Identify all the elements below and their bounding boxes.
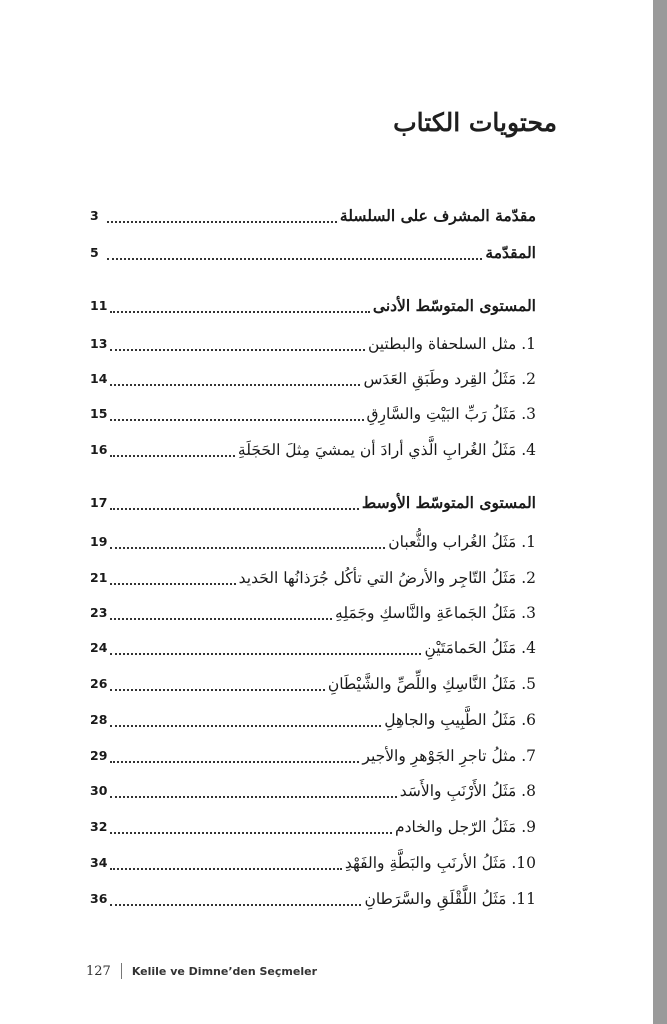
toc-entry[interactable] bbox=[90, 633, 536, 663]
page-footer bbox=[86, 962, 317, 980]
toc-leader-dots bbox=[110, 904, 361, 906]
toc-entry[interactable] bbox=[90, 364, 536, 394]
footer-book-title: Kelile ve Dimne’den Seçmeler bbox=[131, 964, 317, 978]
footer-page-number: 127 bbox=[86, 963, 111, 979]
toc-entry-label: 4. مَثَلُ الحَمامَتَيْنِ bbox=[424, 639, 536, 657]
toc-entry-page: 26 bbox=[90, 676, 108, 691]
toc-entry-page: 13 bbox=[90, 336, 108, 351]
toc-leader-dots bbox=[110, 868, 341, 870]
toc-entry-label: 11. مَثَلُ اللَّقْلَقِ والسَّرَطانِ bbox=[364, 890, 536, 908]
toc-section-header[interactable] bbox=[90, 488, 536, 518]
toc-leader-dots bbox=[110, 547, 385, 549]
toc-leader-dots bbox=[110, 311, 370, 313]
toc-entry-label: المستوى المتوسّط الأدنى bbox=[372, 296, 536, 315]
toc-entry-label: 1. مَثَلُ الغُراب والثُّعبان bbox=[388, 533, 536, 551]
toc-entry[interactable] bbox=[90, 598, 536, 628]
toc-entry-label: المقدّمة bbox=[485, 243, 536, 262]
toc-entry[interactable] bbox=[90, 563, 536, 593]
toc-entry[interactable] bbox=[90, 884, 536, 914]
toc-entry[interactable] bbox=[90, 741, 536, 771]
toc-entry-page: 32 bbox=[90, 819, 108, 834]
toc-entry-page: 30 bbox=[90, 783, 108, 798]
toc-entry-page: 3 bbox=[90, 208, 99, 223]
toc-entry-label: المستوى المتوسّط الأوسط bbox=[361, 493, 536, 512]
toc-leader-dots bbox=[107, 221, 337, 223]
toc-entry-page: 14 bbox=[90, 371, 108, 386]
toc-entry-page: 17 bbox=[90, 495, 108, 510]
toc-entry[interactable] bbox=[90, 238, 536, 268]
toc-entry[interactable] bbox=[90, 669, 536, 699]
toc-entry-page: 16 bbox=[90, 442, 108, 457]
toc-entry-page: 21 bbox=[90, 570, 108, 585]
toc-leader-dots bbox=[110, 725, 381, 727]
toc-entry-label: 9. مَثَلُ الرّجل والخادم bbox=[395, 818, 536, 836]
toc-entry-label: 10. مَثَلُ الأرنَبِ والبَطَّةِ والفَهْدِ bbox=[344, 854, 536, 872]
toc-leader-dots bbox=[110, 583, 235, 585]
toc-entry-page: 29 bbox=[90, 748, 108, 763]
toc-entry-page: 28 bbox=[90, 712, 108, 727]
toc-entry-label: 3. مَثَلُ رَبِّ البَيْتِ والسَّارِقِ bbox=[366, 405, 536, 423]
toc-entry-label: 5. مَثَلُ النَّاسِكِ واللِّصِّ والشَّيْطَانِ bbox=[327, 675, 536, 693]
toc-entry-page: 5 bbox=[90, 245, 99, 260]
toc-entry-page: 34 bbox=[90, 855, 108, 870]
toc-entry[interactable] bbox=[90, 201, 536, 231]
toc-leader-dots bbox=[110, 508, 358, 510]
toc-entry-label: 2. مَثَلُ القِرد وطَبَقِ العَدَس bbox=[363, 370, 536, 388]
toc-leader-dots bbox=[110, 689, 324, 691]
toc-entry-page: 15 bbox=[90, 406, 108, 421]
toc-entry[interactable] bbox=[90, 812, 536, 842]
toc-entry[interactable] bbox=[90, 329, 536, 359]
toc-section-header[interactable] bbox=[90, 291, 536, 321]
toc-entry-label: 6. مَثَلُ الطَّبِيبِ والجاهِلِ bbox=[384, 711, 536, 729]
toc-entry-label: مقدّمة المشرف على السلسلة bbox=[339, 206, 536, 225]
toc-leader-dots bbox=[110, 349, 365, 351]
toc-leader-dots bbox=[110, 455, 234, 457]
toc-entry-label: 1. مثل السلحفاة والبطتين bbox=[367, 335, 536, 353]
toc-entry-page: 19 bbox=[90, 534, 108, 549]
toc-entry-label: 8. مَثَلُ الأَرْنَبِ والأَسَد bbox=[399, 782, 536, 800]
toc-entry[interactable] bbox=[90, 848, 536, 878]
toc-entry-label: 3. مَثَلُ الجَماعَةِ والنَّاسكِ وجَمَلِهِ bbox=[335, 604, 536, 622]
page-edge-bar bbox=[653, 0, 667, 1024]
footer-divider bbox=[121, 963, 122, 979]
toc-entry-page: 11 bbox=[90, 298, 108, 313]
toc-leader-dots bbox=[110, 618, 332, 620]
toc-leader-dots bbox=[107, 258, 482, 260]
toc-leader-dots bbox=[110, 384, 360, 386]
toc-entry[interactable] bbox=[90, 399, 536, 429]
toc-entry-label: 4. مَثَلُ الغُرابِ الَّذي أرادَ أن يمشيَ مِثلَ الحَجَلَةِ bbox=[237, 441, 536, 459]
toc-entry-page: 36 bbox=[90, 891, 108, 906]
toc-leader-dots bbox=[110, 653, 421, 655]
toc-entry[interactable] bbox=[90, 435, 536, 465]
toc-leader-dots bbox=[110, 796, 396, 798]
page-title: محتويات الكتاب bbox=[393, 108, 557, 137]
toc-leader-dots bbox=[110, 761, 359, 763]
toc-entry-page: 23 bbox=[90, 605, 108, 620]
toc-entry-label: 2. مَثَلُ التّاجِر والأرضُ التي تأكُل جُرَذانُها الحَديد bbox=[238, 569, 536, 587]
toc-leader-dots bbox=[110, 832, 392, 834]
toc-leader-dots bbox=[110, 419, 363, 421]
toc-entry-page: 24 bbox=[90, 640, 108, 655]
toc-entry[interactable] bbox=[90, 527, 536, 557]
toc-entry[interactable] bbox=[90, 705, 536, 735]
toc-entry[interactable] bbox=[90, 776, 536, 806]
toc-entry-label: 7. مثلُ تاجرِ الجَوْهرِ والأجير bbox=[362, 747, 536, 765]
